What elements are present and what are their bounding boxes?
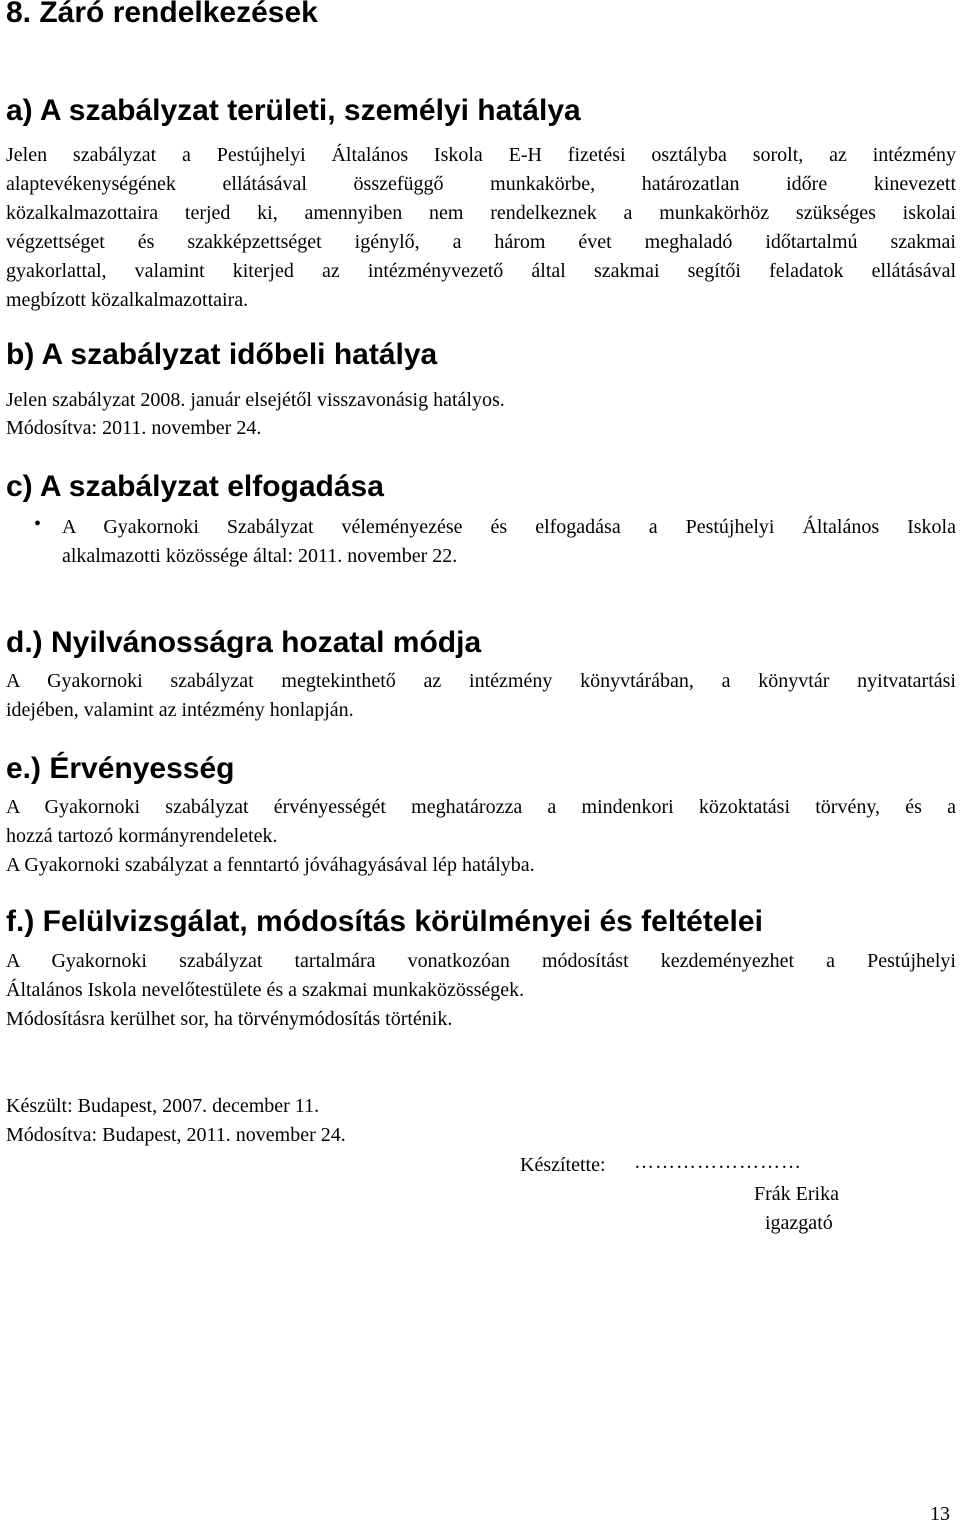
heading-f: f.) Felülvizsgálat, módosítás körülményei és feltételei [6,905,763,938]
signature-line: …………………… [634,1151,802,1173]
text-a-line-3: közalkalmazottaira terjed ki, amennyiben nem rendelkeznek a munkakörhöz szükséges iskolai [6,202,956,224]
text-e-line-3: A Gyakornoki szabályzat a fenntartó jóváhagyásával lép hatályba. [6,854,535,876]
text-f-line-3: Módosításra kerülhet sor, ha törvénymódosítás történik. [6,1008,453,1030]
heading-d: d.) Nyilvánosságra hozatal módja [6,626,482,659]
text-c-line-1: A Gyakornoki Szabályzat véleményezése és elfogadása a Pestújhelyi Általános Iskola [62,516,956,538]
text-e-line-2: hozzá tartozó kormányrendeletek. [6,825,278,847]
text-f-line-2: Általános Iskola nevelőtestülete és a szakmai munkaközösségek. [6,979,525,1001]
signer-title: igazgató [765,1212,833,1234]
bullet-icon: • [34,513,42,535]
footer-modositva: Módosítva: Budapest, 2011. november 24. [6,1124,346,1146]
text-a-line-4: végzettséget és szakképzettséget igénylő, a három évet meghaladó időtartalmú szakmai [6,231,956,253]
text-d-line-1: A Gyakornoki szabályzat megtekinthető az intézmény könyvtárában, a könyvtár nyitvatartási [6,670,956,692]
text-b-line-1: Jelen szabályzat 2008. január elsejétől visszavonásig hatályos. [6,389,505,411]
text-a-line-5: gyakorlattal, valamint kiterjed az intézményvezető által szakmai segítői feladatok ellátásával [6,260,956,282]
footer-keszitette-label: Készítette: [520,1154,606,1176]
section-title: 8. Záró rendelkezések [6,0,318,29]
heading-a: a) A szabályzat területi, személyi hatálya [6,94,581,127]
text-d-line-2: idejében, valamint az intézmény honlapján. [6,699,354,721]
heading-b: b) A szabályzat időbeli hatálya [6,338,438,371]
page-number: 13 [930,1503,950,1525]
text-a-line-1: Jelen szabályzat a Pestújhelyi Általános Iskola E-H fizetési osztályba sorolt, az intézmény [6,144,956,166]
text-a-line-2: alaptevékenységének ellátásával összefüggő munkakörbe, határozatlan időre kinevezett [6,173,956,195]
text-c-line-2: alkalmazotti közössége által: 2011. november 22. [62,545,458,567]
heading-c: c) A szabályzat elfogadása [6,470,384,503]
text-e-line-1: A Gyakornoki szabályzat érvényességét meghatározza a mindenkori közoktatási törvény, és a [6,796,956,818]
text-f-line-1: A Gyakornoki szabályzat tartalmára vonatkozóan módosítást kezdeményezhet a Pestújhelyi [6,950,956,972]
text-a-line-6: megbízott közalkalmazottaira. [6,289,249,311]
heading-e: e.) Érvényesség [6,752,235,785]
footer-keszult: Készült: Budapest, 2007. december 11. [6,1095,320,1117]
text-b-line-2: Módosítva: 2011. november 24. [6,417,262,439]
signer-name: Frák Erika [754,1183,839,1205]
